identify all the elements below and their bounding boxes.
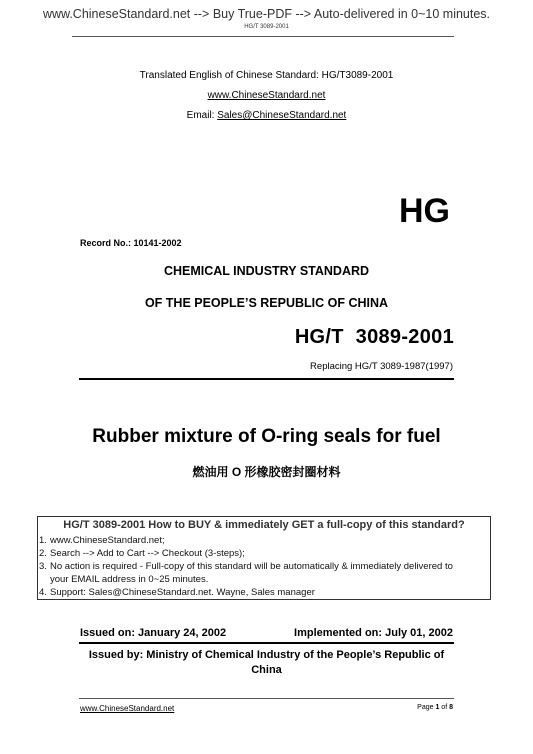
footer-website-link[interactable]: www.ChineseStandard.net [80,704,175,713]
purchase-box-heading: HG/T 3089-2001 How to BUY & immediately GET a full-copy of this standard? [63,519,465,531]
top-banner: www.ChineseStandard.net --> Buy True-PDF --> Auto-delivered in 0~10 minutes. [42,7,491,21]
website-link[interactable]: www.ChineseStandard.net [207,90,326,101]
list-item: 3. No action is required - Full-copy of this standard will be automatically & immediately delivered to [39,561,453,572]
purchase-steps-list [39,534,453,599]
current-page: 1 [435,704,440,711]
email-label: Email: [186,110,218,121]
list-item: 4. Support: Sales@ChineseStandard.net. Wayne, Sales manager [39,587,315,598]
purchase-info-box [37,516,491,600]
list-item: 1. www.ChineseStandard.net; [39,535,165,546]
record-number: Record No.: 10141-2002 [80,238,182,248]
standard-title-chinese: 燃油用 O 形橡胶密封圈材料 [192,465,341,479]
organization-line-2: OF THE PEOPLE’S REPUBLIC OF CHINA [144,296,389,310]
email-link[interactable]: Sales@ChineseStandard.net [217,110,347,121]
header-standard-code: HG/T 3089-2001 [244,24,289,30]
replacing-note: Replacing HG/T 3089-1987(1997) [310,361,453,372]
list-item-continuation: your EMAIL address in 0~25 minutes. [50,574,209,585]
hg-mark: HG [399,192,450,230]
dates-divider [79,642,454,644]
standard-number: HG/T 3089-2001 [294,326,454,348]
translated-notice: Translated English of Chinese Standard: HG/T3089-2001 [139,70,394,81]
issued-date: Issued on: January 24, 2002 [80,627,227,639]
list-item: 2. Search --> Add to Cart --> Checkout (3-steps); [39,548,245,559]
total-pages: 8 [449,704,453,711]
footer-divider [79,698,454,699]
organization-line-1: CHEMICAL INDUSTRY STANDARD [163,264,370,278]
header-divider [72,36,454,37]
issuing-authority: Issued by: Ministry of Chemical Industry of the People’s Republic of China [88,649,445,676]
email-line [0,110,533,121]
page-indicator: Page 1 of 8 [417,704,453,711]
standard-title-english: Rubber mixture of O-ring seals for fuel [92,426,441,447]
title-divider [79,378,454,380]
implemented-date: Implemented on: July 01, 2002 [294,627,453,639]
